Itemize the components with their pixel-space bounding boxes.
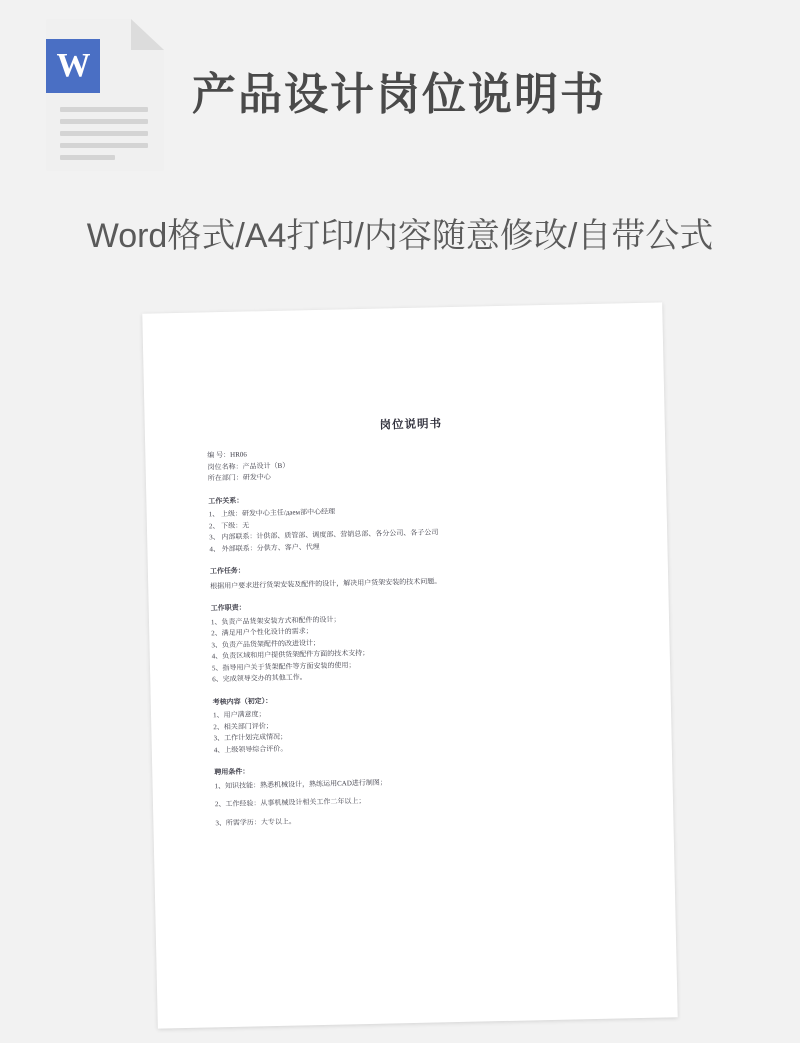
document-preview	[0, 300, 800, 1040]
preview-section-line: 根据用户要求进行货架安装及配件的设计，解决用户货架安装的技术问题。	[210, 576, 442, 590]
preview-section-line: 2、工作经验：从事机械设计相关工作二年以上；	[214, 797, 366, 809]
page-title: 产品设计岗位说明书	[192, 69, 606, 119]
preview-section-line: 4、负责区域和用户提供货架配件方面的技术支持；	[211, 648, 370, 661]
preview-section-heading: 工作任务：	[209, 566, 245, 576]
preview-section-line: 5、指导用户关于货架配件等方面安装的使用；	[211, 660, 356, 672]
preview-section-line: 4、 外部联系：分供方、客户、代理	[209, 542, 320, 553]
preview-section-line: 3、 内部联系：计供部、质管部、调度部、营销总部、各分公司、各子公司	[209, 528, 439, 542]
word-document-icon	[46, 19, 164, 171]
preview-section-line: 1、 上级：研发中心主任/даем部中心经理	[208, 507, 336, 519]
preview-meta-line: 岗位名称：产品设计（B）	[207, 461, 290, 471]
preview-section-heading: 考核内容（初定）：	[212, 696, 273, 706]
preview-section-line: 1、负责产品货架安装方式和配件的设计；	[210, 615, 341, 626]
preview-section-line: 3、负责产品货架配件的改进设计；	[211, 638, 321, 649]
preview-section-line: 2、相关部门评价；	[213, 721, 273, 731]
preview-section-heading: 工作职责：	[210, 603, 246, 613]
preview-section-line: 2、 下级：无	[208, 520, 250, 530]
preview-section-line: 1、用户满意度；	[212, 710, 266, 720]
preview-section-line: 2、满足用户个性化设计的需求；	[211, 627, 313, 638]
format-subtitle: Word格式/A4打印/内容随意修改/自带公式	[86, 217, 714, 255]
preview-meta-line: 所在部门：研发中心	[207, 472, 271, 483]
preview-meta-line: 编 号：HR06	[207, 450, 247, 460]
preview-section-heading: 聘用条件：	[214, 767, 250, 777]
preview-paper[interactable]	[142, 302, 677, 1028]
preview-section-line: 4、上级领导综合评价。	[213, 744, 288, 754]
document-text-lines	[60, 107, 148, 167]
preview-content	[207, 411, 624, 829]
page-header	[0, 0, 800, 150]
preview-section-line: 3、工作计划完成情况；	[213, 732, 288, 743]
preview-section-line: 3、所需学历：大专以上。	[215, 817, 296, 827]
preview-section-line: 6、完成领导交办的其他工作。	[212, 673, 307, 684]
preview-section-heading: 工作关系：	[208, 496, 244, 505]
preview-section-line: 1、知识技能：熟悉机械设计，熟练运用CAD进行制图；	[214, 778, 387, 790]
preview-doc-title: 岗位说明书	[379, 418, 443, 432]
word-badge: W	[46, 39, 100, 93]
